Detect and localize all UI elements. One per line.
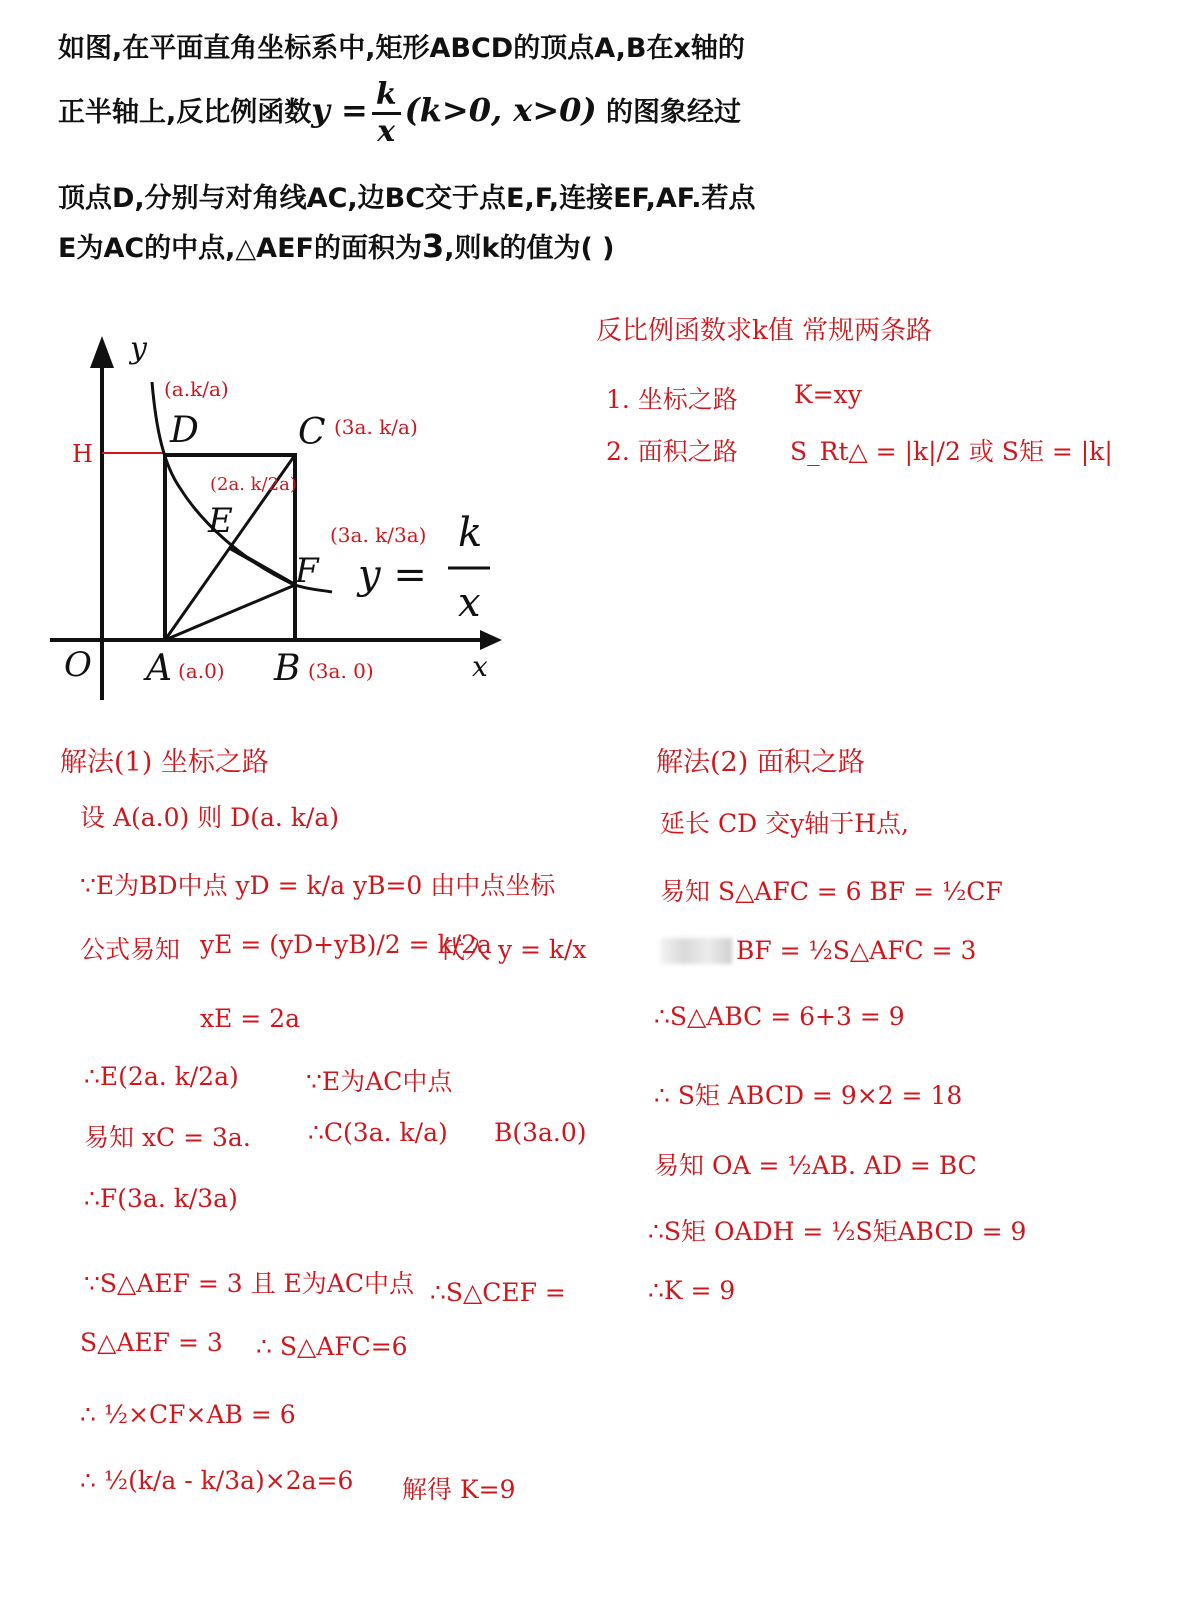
coord-b-label: (3a. 0) xyxy=(308,659,374,683)
formula-denominator: x xyxy=(377,114,396,149)
y-axis-arrow xyxy=(90,336,114,368)
point-f-label: F xyxy=(295,551,319,591)
method1-line-11b: 解得 K=9 xyxy=(402,1475,516,1504)
question-line-1: 如图,在平面直角坐标系中,矩形ABCD的顶点A,B在x轴的 xyxy=(58,33,745,64)
curve-label-lhs: y = xyxy=(358,552,427,598)
method1-line-6a: 易知 xC = 3a. xyxy=(84,1123,251,1152)
point-h-label: H xyxy=(72,440,93,468)
method2-line-1: 延长 CD 交y轴于H点, xyxy=(660,809,909,838)
method1-line-8b: ∴S△CEF = xyxy=(430,1278,566,1307)
question-line-2 xyxy=(58,78,741,149)
curve-label-denominator: x xyxy=(458,580,481,626)
method1-line-6c: B(3a.0) xyxy=(494,1118,587,1147)
notes-item-1-label: 1. 坐标之路 xyxy=(606,385,738,414)
question-line-2-prefix: 正半轴上,反比例函数 xyxy=(58,97,312,128)
question-line-4-prefix: E为AC的中点,△AEF的面积为 xyxy=(58,233,422,264)
method1-line-9a: S△AEF = 3 xyxy=(80,1328,223,1357)
point-e-label: E xyxy=(208,501,233,541)
method1-line-1: 设 A(a.0) 则 D(a. k/a) xyxy=(80,803,339,832)
x-axis-arrow xyxy=(480,630,502,650)
method2-title: 解法(2) 面积之路 xyxy=(656,747,865,778)
method2-line-7: ∴S矩 OADH = ½S矩ABCD = 9 xyxy=(648,1217,1027,1246)
coordinate-figure xyxy=(40,320,560,720)
method1-line-2: ∵E为BD中点 yD = k/a yB=0 由中点坐标 xyxy=(80,871,556,900)
method2-line-2: 易知 S△AFC = 6 BF = ½CF xyxy=(660,877,1003,906)
method1-line-4: xE = 2a xyxy=(200,1004,300,1033)
coord-d-label: (a.k/a) xyxy=(164,377,229,401)
coord-a-label: (a.0) xyxy=(178,659,225,683)
coord-c-label: (3a. k/a) xyxy=(334,415,418,439)
method2-line-3: BF = ½S△AFC = 3 xyxy=(736,936,977,965)
blurred-region xyxy=(660,938,732,964)
method1-title: 解法(1) 坐标之路 xyxy=(60,747,269,778)
formula-numerator: k xyxy=(372,78,401,115)
method1-line-3a: 公式易知 xyxy=(80,935,181,964)
formula-lhs: y = xyxy=(311,91,368,129)
notes-item-2-label: 2. 面积之路 xyxy=(606,437,738,466)
method1-line-10: ∴ ½×CF×AB = 6 xyxy=(80,1400,296,1429)
method1-line-6b: ∴C(3a. k/a) xyxy=(308,1118,448,1147)
method1-line-5b: ∵E为AC中点 xyxy=(306,1067,453,1096)
method2-line-6: 易知 OA = ½AB. AD = BC xyxy=(654,1151,977,1180)
axis-x-label: x xyxy=(472,650,488,683)
origin-label: O xyxy=(64,645,92,685)
point-b-label: B xyxy=(274,648,301,689)
method1-line-3b: yE = (yD+yB)/2 = k/2a xyxy=(200,930,492,959)
formula-condition: (k>0, x>0) xyxy=(404,91,597,129)
method1-line-11: ∴ ½(k/a - k/3a)×2a=6 xyxy=(80,1466,354,1495)
curve-label-numerator: k xyxy=(458,510,483,556)
question-line-4-suffix: ,则k的值为( ) xyxy=(444,233,615,264)
axis-y-label: y xyxy=(130,331,147,366)
point-c-label: C xyxy=(298,412,326,453)
question-line-4 xyxy=(58,226,615,265)
method1-line-7: ∴F(3a. k/3a) xyxy=(84,1184,238,1213)
notes-item-2-formula: S_Rt△ = |k|/2 或 S矩 = |k| xyxy=(790,437,1113,466)
coord-e-label: (2a. k/2a) xyxy=(210,474,297,495)
method2-line-4: ∴S△ABC = 6+3 = 9 xyxy=(654,1002,905,1031)
method1-line-3c: 代入 y = k/x xyxy=(440,935,587,964)
method1-line-5a: ∴E(2a. k/2a) xyxy=(84,1062,239,1091)
question-line-2-suffix: 的图象经过 xyxy=(605,97,741,128)
method1-line-8a: ∵S△AEF = 3 且 E为AC中点 xyxy=(84,1269,414,1298)
question-line-3: 顶点D,分别与对角线AC,边BC交于点E,F,连接EF,AF.若点 xyxy=(58,183,756,214)
formula-fraction xyxy=(372,78,401,149)
coord-f-label: (3a. k/3a) xyxy=(330,523,427,547)
method2-line-8: ∴K = 9 xyxy=(648,1276,736,1305)
point-d-label: D xyxy=(170,410,199,451)
point-a-label: A xyxy=(146,648,172,689)
notes-title: 反比例函数求k值 常规两条路 xyxy=(596,316,933,346)
method1-line-9b: ∴ S△AFC=6 xyxy=(256,1332,408,1361)
method2-line-5: ∴ S矩 ABCD = 9×2 = 18 xyxy=(654,1081,963,1110)
notes-item-1-formula: K=xy xyxy=(794,380,862,409)
question-area-value: 3 xyxy=(421,227,445,265)
